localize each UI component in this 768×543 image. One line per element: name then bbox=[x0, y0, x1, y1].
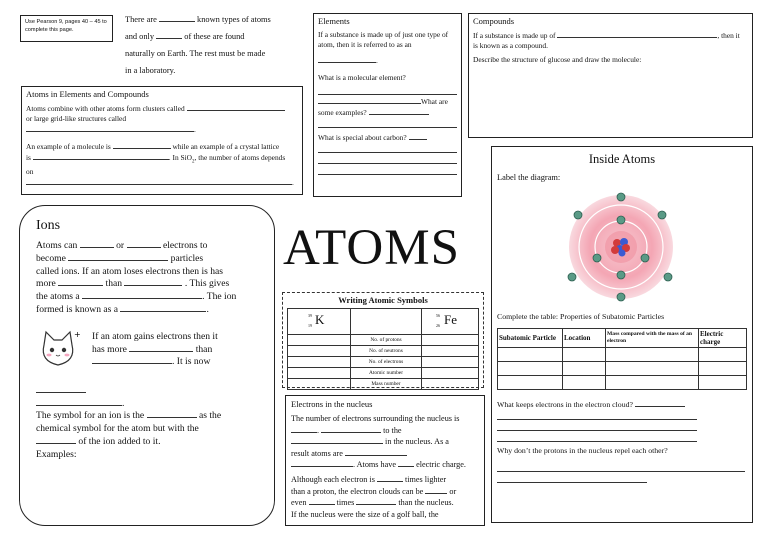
ions-title: Ions bbox=[36, 218, 61, 233]
answer-line[interactable] bbox=[318, 85, 457, 95]
atomic-symbols-title: Writing Atomic Symbols bbox=[338, 295, 428, 305]
instruction-text: Use Pearson 9, pages 40 – 45 to complete this page. bbox=[25, 19, 107, 33]
instruction-box bbox=[20, 15, 113, 42]
svg-text:+: + bbox=[74, 329, 81, 339]
page-title: ATOMS bbox=[283, 220, 460, 276]
answer-line[interactable] bbox=[318, 143, 457, 153]
answer-line[interactable] bbox=[318, 154, 457, 164]
cat-icon bbox=[36, 327, 80, 371]
intro-text: There are known types of atoms and only of these are found naturally on Earth. The rest must be made in a laboratory. bbox=[125, 15, 271, 75]
inside-atoms-section: Inside Atoms Label the diagram: Complete the table: Properties of Subatomic Particles Subatomic Particle Location Mass compared with the mass of an electron Electric charge What keeps electrons in the electron cloud? Why don’t the protons in the nucleus repel each other? bbox=[491, 146, 753, 523]
nucleus-title: Electrons in the nucleus bbox=[291, 399, 373, 409]
elements-title: Elements bbox=[318, 16, 350, 26]
atoms-elements-title: Atoms in Elements and Compounds bbox=[26, 89, 149, 99]
answer-line[interactable] bbox=[318, 55, 376, 63]
answer-line[interactable] bbox=[318, 118, 457, 128]
ions-section: Ions Atoms can or electrons to become particles called ions. If an atom loses electrons then is has more than . This gives the atoms a . The ion formed is known as a . + If an atom gains electrons then it has more than . It is now . The symbol for an ion is the as the chemical symbol for the atom but with the of the ion added to it. Examples: bbox=[19, 205, 275, 526]
atom-diagram bbox=[556, 185, 686, 305]
answer-line[interactable] bbox=[557, 30, 717, 38]
atoms-elements-section: Atoms in Elements and Compounds Atoms combine with other atoms form clusters called or large grid-like structures called . An example of a molecule is while an example of a crystal lattice is . In SiO$_2$, the number of atoms depends on . bbox=[21, 86, 303, 195]
atomic-symbols-section bbox=[282, 292, 484, 388]
answer-line[interactable] bbox=[318, 165, 457, 175]
compounds-title: Compounds bbox=[473, 16, 515, 26]
elements-section: Elements If a substance is made up of just one type of atom, then it is referred to as an . What is a molecular element? What are some examples? What is special about carbon? bbox=[313, 13, 462, 197]
compounds-section: Compounds If a substance is made up of , then it is known as a compound. Describe the structure of glucose and draw the molecule: bbox=[468, 13, 753, 138]
nucleus-section: Electrons in the nucleus The number of electrons surrounding the nucleus is . to the in the nucleus. As a result atoms are . Atoms have electric charge. Although each electron is times lighter than a proton, the electron clouds can be or even times than the nucleus. If the nucleus were the size of a golf ball, the bbox=[285, 395, 485, 526]
subatomic-table: Subatomic Particle Location Mass compared with the mass of an electron Electric charge bbox=[497, 328, 747, 390]
atomic-symbols-table: 39 19 K 56 26 Fe No. of protons No. of neutrons No. of electrons Atomic number Mass number bbox=[287, 308, 479, 390]
inside-atoms-title: Inside Atoms bbox=[588, 152, 656, 166]
